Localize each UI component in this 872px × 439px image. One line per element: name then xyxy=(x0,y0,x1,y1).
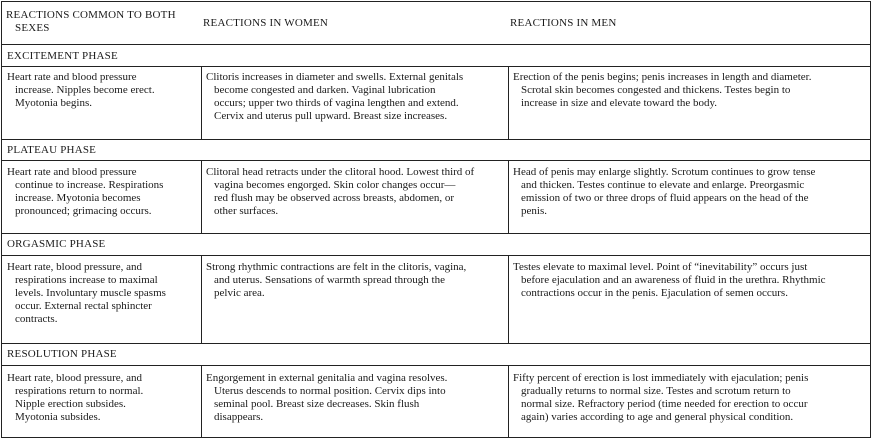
phase-title-resolution: RESOLUTION PHASE xyxy=(7,348,117,360)
header-both-line: REACTIONS COMMON TO BOTH xyxy=(6,9,176,21)
text-line: Heart rate and blood pressure xyxy=(7,166,137,178)
text-line: Fifty percent of erection is lost immediately with ejaculation; penis xyxy=(513,372,809,384)
resolution-men-cell xyxy=(513,372,868,424)
text-line: seminal pool. Breast size decreases. Skin flush xyxy=(214,398,420,410)
text-line: pronounced; grimacing occurs. xyxy=(15,205,152,217)
phase-title-orgasmic: ORGASMIC PHASE xyxy=(7,238,106,250)
text-line: before ejaculation and an awareness of fluid in the urethra. Rhythmic xyxy=(521,274,826,286)
excitement-both-cell xyxy=(7,71,199,110)
excitement-men-cell xyxy=(513,71,868,110)
text-line: vagina becomes engorged. Skin color changes occur— xyxy=(214,179,456,191)
header-men: REACTIONS IN MEN xyxy=(510,17,617,29)
phase-title-excitement: EXCITEMENT PHASE xyxy=(7,50,118,62)
header-both-sexes xyxy=(6,9,198,35)
excitement-women-cell xyxy=(206,71,506,123)
text-line: other surfaces. xyxy=(214,205,279,217)
text-line: Myotonia subsides. xyxy=(15,411,101,423)
orgasmic-women-cell xyxy=(206,261,506,300)
resolution-women-cell xyxy=(206,372,506,424)
text-line: normal size. Refractory period (time needed for erection to occur xyxy=(521,398,808,410)
text-line: occur. External rectal sphincter xyxy=(15,300,152,312)
plateau-both-cell xyxy=(7,166,199,218)
text-line: increase. Nipples become erect. xyxy=(15,84,155,96)
text-line: Myotonia begins. xyxy=(15,97,92,109)
text-line: penis. xyxy=(521,205,547,217)
text-line: again) varies according to age and general physical condition. xyxy=(521,411,794,423)
text-line: Head of penis may enlarge slightly. Scrotum continues to grow tense xyxy=(513,166,816,178)
text-line: Testes elevate to maximal level. Point of “inevitability” occurs just xyxy=(513,261,808,273)
text-line: Engorgement in external genitalia and vagina resolves. xyxy=(206,372,448,384)
text-line: Nipple erection subsides. xyxy=(15,398,126,410)
text-line: Heart rate, blood pressure, and xyxy=(7,372,143,384)
text-line: Heart rate, blood pressure, and xyxy=(7,261,143,273)
phase-title-plateau: PLATEAU PHASE xyxy=(7,144,97,156)
header-both-line: SEXES xyxy=(15,22,50,34)
text-line: pelvic area. xyxy=(214,287,265,299)
text-line: and thicken. Testes continue to elevate and enlarge. Preorgasmic xyxy=(521,179,805,191)
text-line: continue to increase. Respirations xyxy=(15,179,164,191)
text-line: become congested and darken. Vaginal lubrication xyxy=(214,84,436,96)
text-line: Uterus descends to normal position. Cervix dips into xyxy=(214,385,446,397)
text-line: Clitoris increases in diameter and swells. External genitals xyxy=(206,71,464,83)
orgasmic-both-cell xyxy=(7,261,199,326)
text-line: respirations increase to maximal xyxy=(15,274,158,286)
text-line: Clitoral head retracts under the clitoral hood. Lowest third of xyxy=(206,166,475,178)
text-line: and uterus. Sensations of warmth spread through the xyxy=(214,274,445,286)
plateau-women-cell xyxy=(206,166,506,218)
plateau-men-cell xyxy=(513,166,868,218)
text-line: levels. Involuntary muscle spasms xyxy=(15,287,166,299)
text-line: emission of two or three drops of fluid appears on the head of the xyxy=(521,192,809,204)
text-line: Heart rate and blood pressure xyxy=(7,71,137,83)
text-line: red flush may be observed across breasts, abdomen, or xyxy=(214,192,455,204)
text-line: disappears. xyxy=(214,411,264,423)
text-line: Cervix and uterus pull upward. Breast size increases. xyxy=(214,110,448,122)
text-line: Strong rhythmic contractions are felt in the clitoris, vagina, xyxy=(206,261,467,273)
text-line: Scrotal skin becomes congested and thickens. Testes begin to xyxy=(521,84,791,96)
text-line: contractions occur in the penis. Ejaculation of semen occurs. xyxy=(521,287,788,299)
text-line: occurs; upper two thirds of vagina lengthen and extend. xyxy=(214,97,459,109)
text-line: increase. Myotonia becomes xyxy=(15,192,141,204)
text-line: contracts. xyxy=(15,313,58,325)
text-line: increase in size and elevate toward the body. xyxy=(521,97,717,109)
resolution-both-cell xyxy=(7,372,199,424)
orgasmic-men-cell xyxy=(513,261,868,300)
header-women: REACTIONS IN WOMEN xyxy=(203,17,329,29)
text-line: Erection of the penis begins; penis increases in length and diameter. xyxy=(513,71,812,83)
text-line: respirations return to normal. xyxy=(15,385,144,397)
text-line: gradually returns to normal size. Testes and scrotum return to xyxy=(521,385,791,397)
